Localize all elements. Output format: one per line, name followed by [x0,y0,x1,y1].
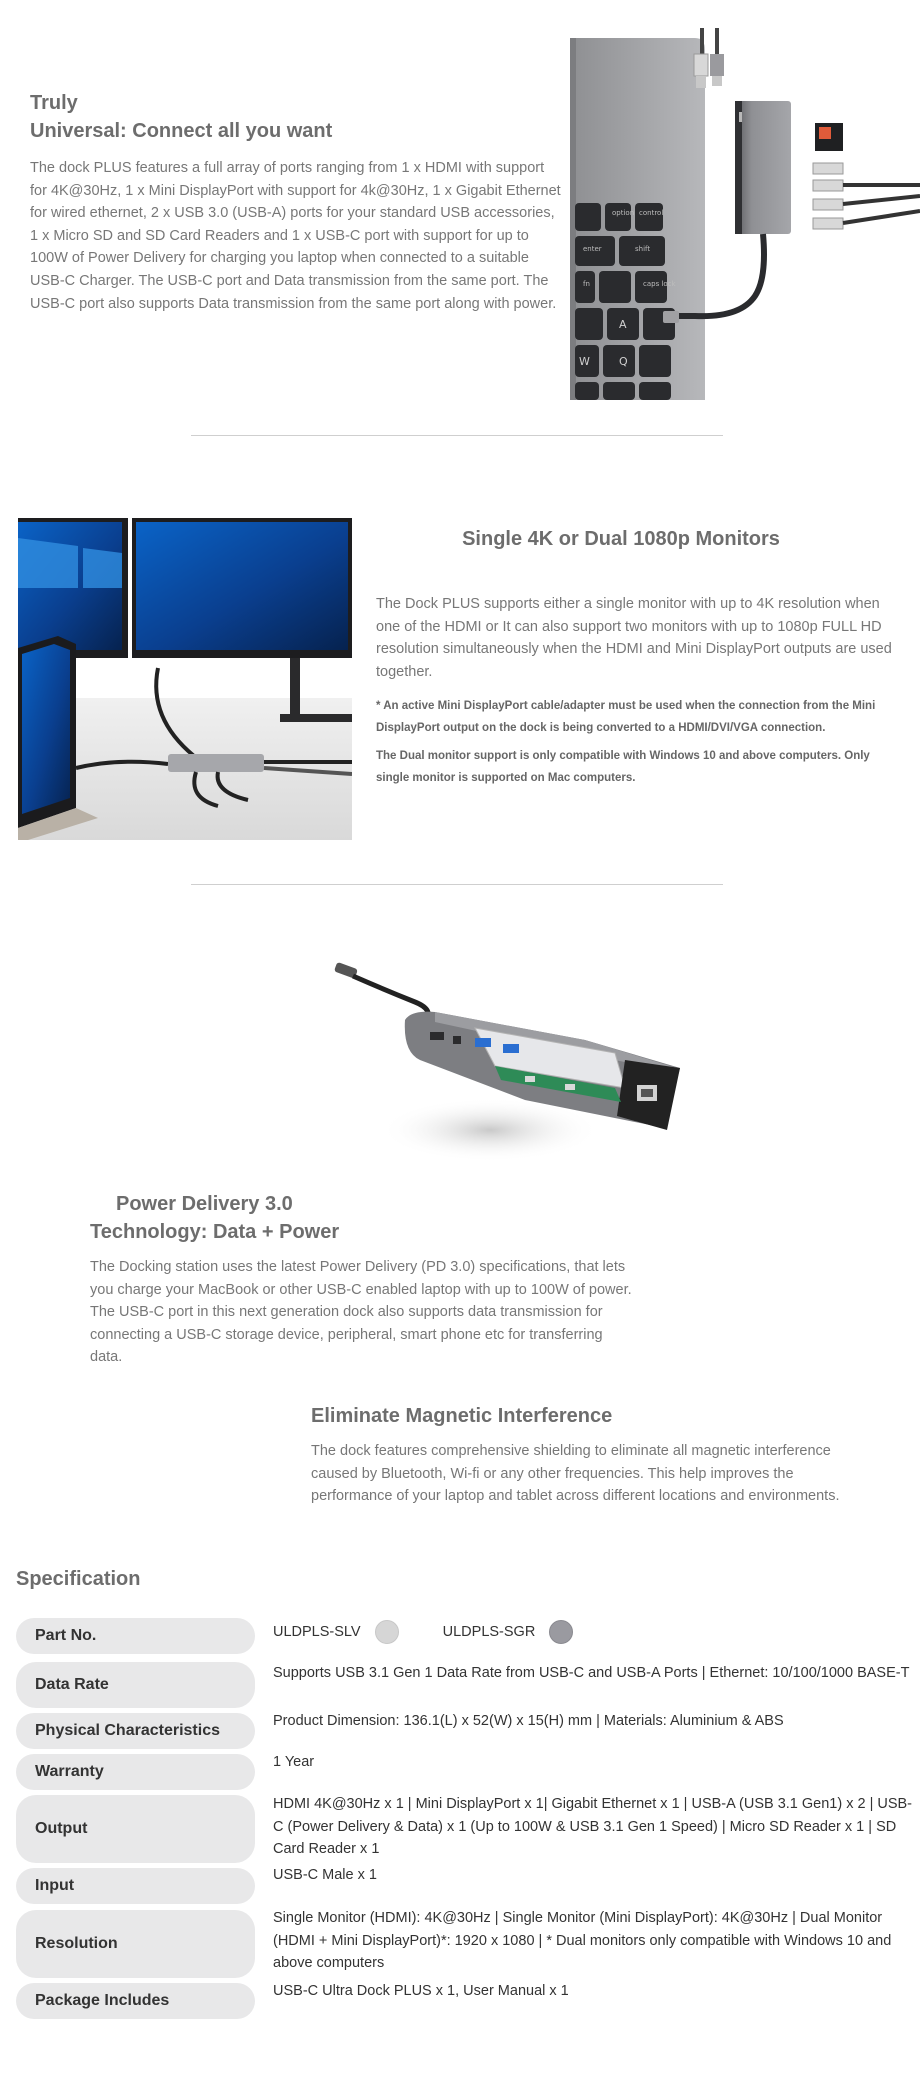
svg-text:A: A [619,318,627,331]
monitors-note-dual-support: The Dual monitor support is only compatible with Windows 10 and above computers. Only single monitor is supported on Mac computers. [376,750,870,784]
magnetic-interference-title: Eliminate Magnetic Interference [311,1405,613,1427]
svg-text:option: option [612,209,635,217]
spec-label: Warranty [16,1754,255,1790]
spec-label: Part No. [16,1618,255,1654]
universal-title-line2: Universal: Connect all you want [30,120,333,142]
part-number-code: ULDPLS-SLV [273,1623,361,1640]
spec-label: Input [16,1868,255,1904]
spec-value: 1 Year [273,1754,315,1770]
svg-text:caps lock: caps lock [643,280,676,288]
specification-title: Specification [16,1568,141,1590]
monitors-title: Single 4K or Dual 1080p Monitors [462,528,780,550]
spec-label: Package Includes [16,1983,255,2019]
dual-monitor-setup-image [18,518,352,840]
universal-body-text: The dock PLUS features a full array of ports ranging from 1 x HDMI with support for 4K@30Hz, 1 x Mini DisplayPort with support for 4k@30Hz, 1 x Gigabit Ethernet for wired ethernet, 2 x USB 3.0 (USB-A) ports for your standard USB accessories, 1 x Micro SD and SD Card Readers and 1 x USB-C port with support for up to 100W of Power Delivery for charging you laptop when connected to a suitable USB-C Charger. The USB-C port and Data transmission from the same port. The USB-C port also supports Data transmission from the same port along with power. [30,160,561,312]
svg-text:shift: shift [635,245,651,253]
spec-value: USB-C Male x 1 [273,1867,377,1883]
monitors-body-text: The Dock PLUS supports either a single monitor with up to 4K resolution when one of the HDMI or It can also support two monitors with up to 1080p FULL HD resolution simultaneously when the HDMI and Mini DisplayPort outputs are used together. [376,596,892,680]
laptop-dock-product-image [555,28,920,400]
svg-text:W: W [579,355,590,368]
spec-value: Product Dimension: 136.1(L) x 52(W) x 15(H) mm | Materials: Aluminium & ABS [273,1713,784,1729]
magnetic-interference-body-text: The dock features comprehensive shielding to eliminate all magnetic interference caused by Bluetooth, Wi-fi or any other frequencies. This help improves the performance of your laptop and tablet across different locations and environments. [311,1443,840,1505]
color-swatch-silver [375,1620,399,1644]
spec-value: Supports USB 3.1 Gen 1 Data Rate from USB-C and USB-A Ports | Ethernet: 10/100/1000 BASE-T [273,1665,910,1681]
svg-text:control: control [639,209,664,217]
universal-title-line1: Truly [30,92,78,114]
power-delivery-title-line1: Power Delivery 3.0 [116,1193,293,1215]
monitors-note-mini-displayport: * An active Mini DisplayPort cable/adapter must be used when the connection from the Mini DisplayPort output on the dock is being converted to a HDMI/DVI/VGA connection. [376,700,876,734]
spec-value: HDMI 4K@30Hz x 1 | Mini DisplayPort x 1| Gigabit Ethernet x 1 | USB-A (USB 3.1 Gen1) x 2 | USB-C (Power Delivery & Data) x 1 (Up to 100W & USB 3.1 Gen 1 Speed) | Micro SD Reader x 1 | SD Card Reader x 1 [273,1796,913,1858]
part-number-space-grey [443,1620,574,1644]
power-delivery-title-line2: Technology: Data + Power [90,1221,340,1243]
spec-value: USB-C Ultra Dock PLUS x 1, User Manual x 1 [273,1983,569,1999]
dock-open-shielding-image [325,950,695,1175]
section-divider [191,884,723,885]
section-divider [191,435,723,436]
spec-label: Resolution [16,1910,255,1978]
svg-text:enter: enter [583,245,602,253]
spec-value: Single Monitor (HDMI): 4K@30Hz | Single Monitor (Mini DisplayPort): 4K@30Hz | Dual Monitor (HDMI + Mini DisplayPort)*: 1920 x 1080 | * Dual monitors only compatible with Windows 10 and above computers [273,1910,892,1972]
spec-label: Physical Characteristics [16,1713,255,1749]
spec-label: Output [16,1795,255,1863]
color-swatch-space-grey [549,1620,573,1644]
part-number-silver [273,1620,399,1644]
spec-label: Data Rate [16,1662,255,1708]
part-number-code: ULDPLS-SGR [442,1623,536,1640]
power-delivery-body-text: The Docking station uses the latest Power Delivery (PD 3.0) specifications, that lets you charge your MacBook or other USB-C enabled laptop with up to 100W of power. The USB-C port in this next generation dock also supports data transmission for connecting a USB-C storage device, peripheral, smart phone etc for transferring data. [90,1259,632,1366]
svg-text:fn: fn [583,280,590,288]
svg-text:Q: Q [619,355,628,368]
spec-part-numbers [273,1620,913,1644]
